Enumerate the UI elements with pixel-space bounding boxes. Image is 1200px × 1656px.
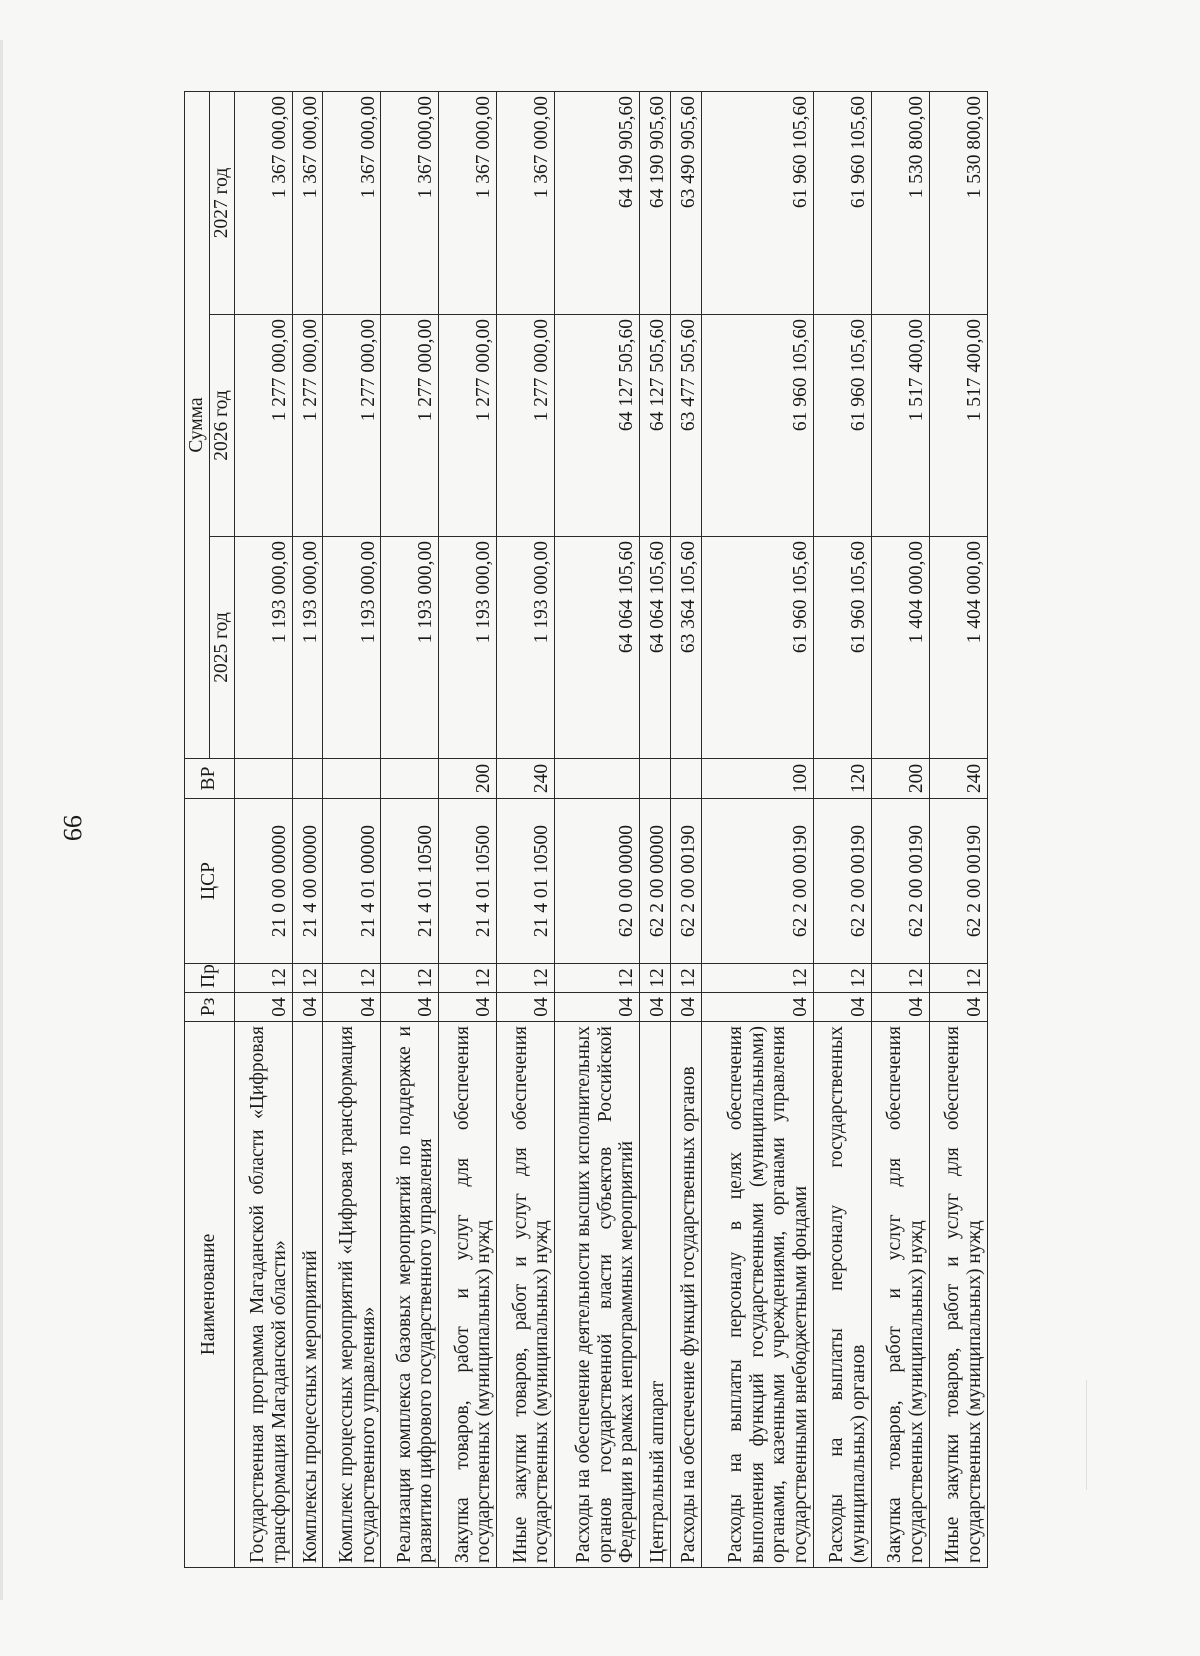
row-csr: 62 2 00 00190 — [814, 799, 872, 964]
row-name: Реализация комплекса базовых мероприятий по поддержке и развитию цифрового государственного управления — [381, 1022, 439, 1568]
row-2026: 61 960 105,60 — [814, 315, 872, 537]
row-vr — [323, 759, 381, 799]
scan-edge-mark — [1086, 1380, 1087, 1490]
row-rz: 04 — [381, 993, 439, 1022]
row-2025: 1 193 000,00 — [439, 537, 497, 759]
row-2025: 64 064 105,60 — [640, 537, 671, 759]
row-2027: 1 367 000,00 — [497, 92, 555, 315]
row-vr: 240 — [929, 759, 987, 799]
row-2025: 1 193 000,00 — [234, 537, 292, 759]
row-pr: 12 — [381, 964, 439, 993]
row-vr: 240 — [497, 759, 555, 799]
table-row — [555, 92, 640, 1568]
header-sum: Сумма — [185, 92, 210, 759]
table-row — [814, 92, 872, 1568]
row-csr: 62 2 00 00190 — [701, 799, 813, 964]
row-pr: 12 — [439, 964, 497, 993]
row-vr: 120 — [814, 759, 872, 799]
row-2025: 64 064 105,60 — [555, 537, 640, 759]
header-2025: 2025 год — [209, 537, 234, 759]
budget-table — [184, 91, 988, 1568]
row-pr: 12 — [814, 964, 872, 993]
row-rz: 04 — [292, 993, 323, 1022]
row-vr — [555, 759, 640, 799]
row-name: Закупка товаров, работ и услуг для обеспечения государственных (муниципальных) нужд — [871, 1022, 929, 1568]
row-2025: 1 193 000,00 — [292, 537, 323, 759]
row-rz: 04 — [497, 993, 555, 1022]
row-pr: 12 — [701, 964, 813, 993]
row-csr: 62 2 00 00190 — [671, 799, 702, 964]
row-2026: 1 277 000,00 — [323, 315, 381, 537]
row-vr: 200 — [439, 759, 497, 799]
table-row — [381, 92, 439, 1568]
table-row — [671, 92, 702, 1568]
header-csr: ЦСР — [185, 799, 235, 964]
row-rz: 04 — [929, 993, 987, 1022]
row-name: Расходы на выплаты персоналу в целях обеспечения выполнения функций государственными (муниципальными) органами, казенными учреждениями, органами управления государственными внебюджетными фондами — [701, 1022, 813, 1568]
row-name: Расходы на выплаты персоналу государственных (муниципальных) органов — [814, 1022, 872, 1568]
row-2025: 61 960 105,60 — [814, 537, 872, 759]
row-2027: 1 367 000,00 — [292, 92, 323, 315]
row-csr: 21 4 00 00000 — [292, 799, 323, 964]
row-2027: 64 190 905,60 — [555, 92, 640, 315]
row-pr: 12 — [555, 964, 640, 993]
table-row — [439, 92, 497, 1568]
row-2027: 61 960 105,60 — [814, 92, 872, 315]
row-rz: 04 — [555, 993, 640, 1022]
row-2027: 61 960 105,60 — [701, 92, 813, 315]
header-pr: Пр — [185, 964, 235, 993]
row-pr: 12 — [234, 964, 292, 993]
row-2027: 1 530 800,00 — [871, 92, 929, 315]
row-rz: 04 — [439, 993, 497, 1022]
row-pr: 12 — [497, 964, 555, 993]
row-csr: 21 4 01 00000 — [323, 799, 381, 964]
row-vr — [671, 759, 702, 799]
row-2026: 1 277 000,00 — [497, 315, 555, 537]
header-name: Наименование — [185, 1022, 235, 1568]
table-row — [871, 92, 929, 1568]
row-name: Комплекс процессных мероприятий «Цифровая трансформация государственного управления» — [323, 1022, 381, 1568]
row-pr: 12 — [292, 964, 323, 993]
row-csr: 62 2 00 00000 — [640, 799, 671, 964]
row-csr: 62 2 00 00190 — [871, 799, 929, 964]
row-csr: 62 0 00 00000 — [555, 799, 640, 964]
row-rz: 04 — [871, 993, 929, 1022]
row-rz: 04 — [701, 993, 813, 1022]
row-2026: 1 517 400,00 — [929, 315, 987, 537]
header-2027: 2027 год — [209, 92, 234, 315]
row-2025: 1 404 000,00 — [871, 537, 929, 759]
row-2026: 64 127 505,60 — [640, 315, 671, 537]
row-csr: 21 0 00 00000 — [234, 799, 292, 964]
row-2027: 1 367 000,00 — [439, 92, 497, 315]
row-2025: 61 960 105,60 — [701, 537, 813, 759]
table-row — [929, 92, 987, 1568]
row-rz: 04 — [323, 993, 381, 1022]
row-name: Иные закупки товаров, работ и услуг для обеспечения государственных (муниципальных) нужд — [497, 1022, 555, 1568]
row-vr — [234, 759, 292, 799]
row-vr: 200 — [871, 759, 929, 799]
page-number: 99 — [58, 815, 87, 841]
table-row — [292, 92, 323, 1568]
row-vr: 100 — [701, 759, 813, 799]
header-row — [185, 92, 210, 1568]
row-2025: 1 404 000,00 — [929, 537, 987, 759]
header-vr: ВР — [185, 759, 235, 799]
row-rz: 04 — [234, 993, 292, 1022]
row-name: Комплексы процессных мероприятий — [292, 1022, 323, 1568]
row-2026: 1 277 000,00 — [292, 315, 323, 537]
row-2027: 1 367 000,00 — [234, 92, 292, 315]
row-csr: 21 4 01 10500 — [439, 799, 497, 964]
rotated-table-wrapper — [184, 92, 988, 1568]
table-row — [323, 92, 381, 1568]
row-pr: 12 — [929, 964, 987, 993]
row-name: Центральный аппарат — [640, 1022, 671, 1568]
row-2027: 63 490 905,60 — [671, 92, 702, 315]
table-row — [640, 92, 671, 1568]
row-2025: 1 193 000,00 — [381, 537, 439, 759]
row-name: Расходы на обеспечение функций государственных органов — [671, 1022, 702, 1568]
row-2027: 1 367 000,00 — [381, 92, 439, 315]
row-2027: 1 367 000,00 — [323, 92, 381, 315]
row-vr — [381, 759, 439, 799]
row-name: Иные закупки товаров, работ и услуг для обеспечения государственных (муниципальных) нужд — [929, 1022, 987, 1568]
row-rz: 04 — [671, 993, 702, 1022]
header-rz: Рз — [185, 993, 235, 1022]
row-2026: 1 517 400,00 — [871, 315, 929, 537]
table-body — [234, 92, 987, 1568]
row-pr: 12 — [871, 964, 929, 993]
row-2025: 63 364 105,60 — [671, 537, 702, 759]
scan-edge-mark — [0, 40, 3, 1600]
header-2026: 2026 год — [209, 315, 234, 537]
row-2025: 1 193 000,00 — [323, 537, 381, 759]
table-row — [497, 92, 555, 1568]
row-rz: 04 — [640, 993, 671, 1022]
row-2026: 64 127 505,60 — [555, 315, 640, 537]
row-name: Расходы на обеспечение деятельности высших исполнительных органов государственной власти субъектов Российской Федерации в рамках непрограммных мероприятий — [555, 1022, 640, 1568]
row-vr — [640, 759, 671, 799]
row-2025: 1 193 000,00 — [497, 537, 555, 759]
row-2026: 1 277 000,00 — [234, 315, 292, 537]
row-csr: 62 2 00 00190 — [929, 799, 987, 964]
row-2026: 1 277 000,00 — [439, 315, 497, 537]
row-rz: 04 — [814, 993, 872, 1022]
row-vr — [292, 759, 323, 799]
row-csr: 21 4 01 10500 — [381, 799, 439, 964]
table-row — [701, 92, 813, 1568]
row-2026: 61 960 105,60 — [701, 315, 813, 537]
row-name: Государственная программа Магаданской области «Цифровая трансформация Магаданской области» — [234, 1022, 292, 1568]
row-2027: 64 190 905,60 — [640, 92, 671, 315]
table-row — [234, 92, 292, 1568]
row-pr: 12 — [671, 964, 702, 993]
row-name: Закупка товаров, работ и услуг для обеспечения государственных (муниципальных) нужд — [439, 1022, 497, 1568]
row-2026: 63 477 505,60 — [671, 315, 702, 537]
row-2027: 1 530 800,00 — [929, 92, 987, 315]
row-2026: 1 277 000,00 — [381, 315, 439, 537]
row-pr: 12 — [323, 964, 381, 993]
row-csr: 21 4 01 10500 — [497, 799, 555, 964]
row-pr: 12 — [640, 964, 671, 993]
